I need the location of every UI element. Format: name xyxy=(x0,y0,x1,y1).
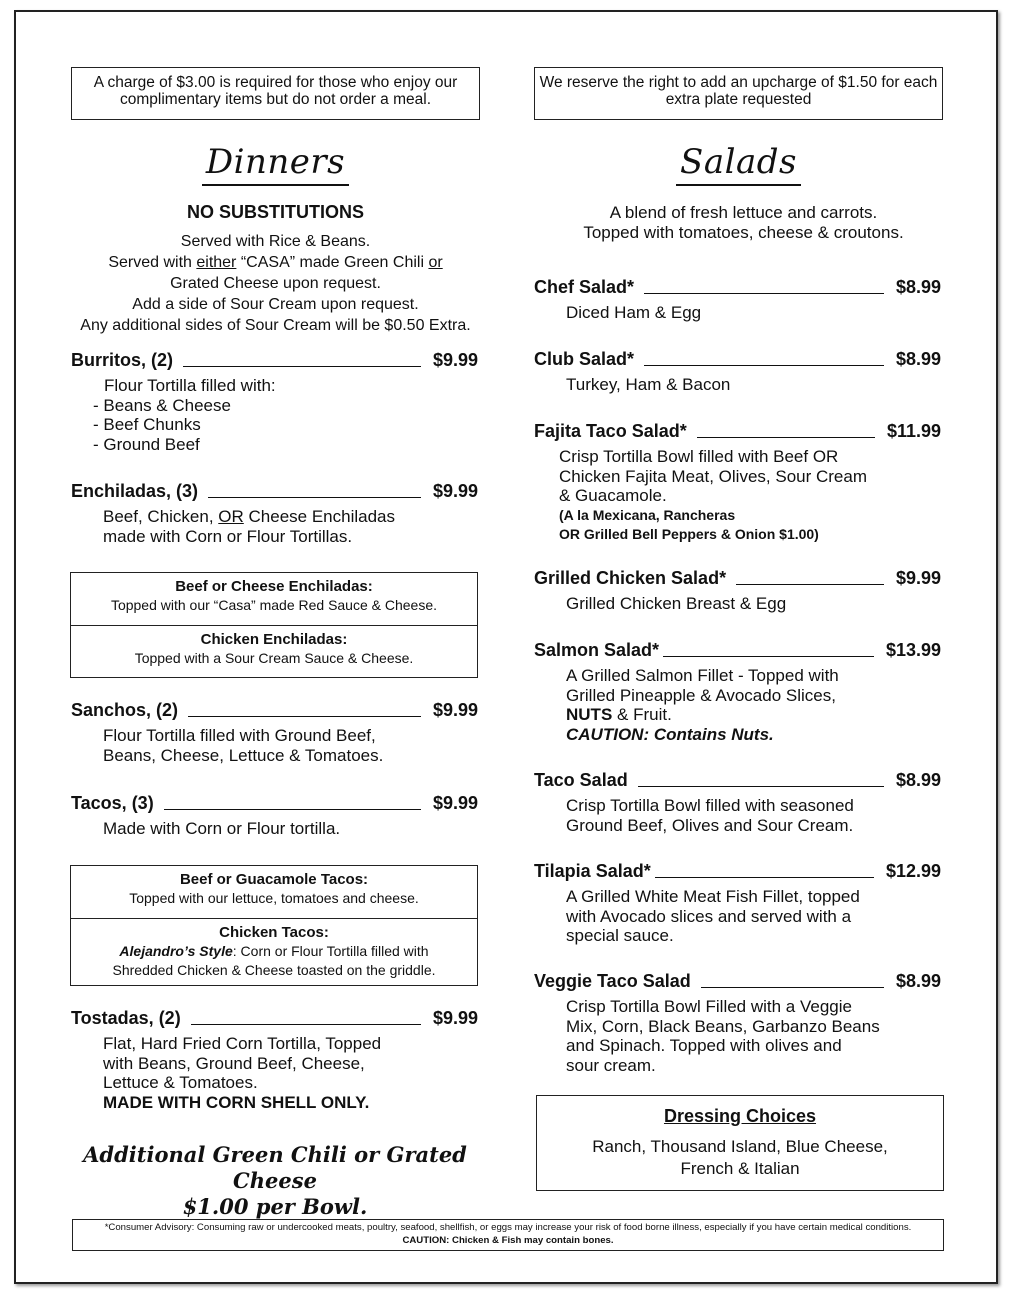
item-price: $8.99 xyxy=(895,277,941,297)
menu-item-enchiladas xyxy=(71,481,478,546)
menu-item-tilapia-salad xyxy=(534,861,941,946)
additional-line: Additional Green Chili or Grated Cheese xyxy=(83,1142,467,1193)
complimentary-charge-notice xyxy=(71,67,480,120)
style-description: Topped with our lettuce, tomatoes and cheese. xyxy=(129,890,419,906)
item-name: Taco Salad xyxy=(534,770,628,790)
intro-emphasis: or xyxy=(428,254,443,271)
dressing-choices-box xyxy=(536,1095,944,1191)
item-name: Veggie Taco Salad xyxy=(534,971,691,991)
enchilada-style xyxy=(71,625,477,672)
item-name: Salmon Salad* xyxy=(534,640,660,660)
enchilada-style xyxy=(71,573,477,625)
item-description: Crisp Tortilla Bowl filled with Beef OR xyxy=(559,447,839,466)
item-description: Mix, Corn, Black Beans, Garbanzo Beans xyxy=(566,1016,880,1036)
item-description: Grilled Chicken Breast & Egg xyxy=(566,594,787,613)
dinners-heading xyxy=(71,142,480,186)
salads-title: Salads xyxy=(676,142,801,186)
extra-plate-notice xyxy=(534,67,943,120)
menu-item-club-salad xyxy=(534,349,941,395)
item-description: with Beans, Ground Beef, Cheese, xyxy=(103,1053,365,1073)
leader-line xyxy=(644,293,884,294)
additional-sides-note xyxy=(60,1142,490,1220)
menu-item-taco-salad xyxy=(534,770,941,835)
desc-text: & Fruit. xyxy=(612,705,672,724)
item-description: special sauce. xyxy=(566,926,674,945)
item-description: Turkey, Ham & Bacon xyxy=(566,375,731,394)
item-price: $8.99 xyxy=(895,971,941,991)
item-description: sour cream. xyxy=(566,1055,656,1075)
dinners-intro-line: Any additional sides of Sour Cream will be $0.50 Extra. xyxy=(80,317,471,334)
dressing-list xyxy=(537,1136,943,1180)
salads-intro-line: A blend of fresh lettuce and carrots. xyxy=(609,203,878,222)
item-description: A Grilled Salmon Fillet - Topped with xyxy=(566,666,839,685)
menu-item-fajita-taco-salad xyxy=(534,421,941,544)
dressing-line: French & Italian xyxy=(680,1159,800,1178)
consumer-advisory: *Consumer Advisory: Consuming raw or undercooked meats, poultry, seafood, shellfish, or eggs may increase your risk of food borne illness, especially if you have certain medical conditions. xyxy=(104,1222,912,1233)
item-price: $9.99 xyxy=(432,700,478,720)
item-price: $9.99 xyxy=(432,481,478,501)
desc-text: Beef, Chicken, xyxy=(103,507,219,526)
taco-styles-box xyxy=(70,865,478,986)
item-description: Flour Tortilla filled with Ground Beef, xyxy=(103,726,376,745)
item-note: OR Grilled Bell Peppers & Onion $1.00) xyxy=(559,525,819,542)
desc-emphasis: OR xyxy=(218,507,244,526)
item-description: Flour Tortilla filled with: xyxy=(104,376,276,395)
leader-line xyxy=(208,497,421,498)
menu-item-grilled-chicken-salad xyxy=(534,568,941,614)
menu-item-tacos xyxy=(71,793,478,839)
item-description: Ground Beef, Olives and Sour Cream. xyxy=(566,815,854,835)
item-price: $11.99 xyxy=(886,421,941,441)
consumer-advisory-box xyxy=(72,1219,944,1251)
style-description xyxy=(75,942,473,961)
dinners-title: Dinners xyxy=(202,142,349,186)
intro-text: Served with xyxy=(108,254,197,271)
item-price: $8.99 xyxy=(895,770,941,790)
item-description: & Guacamole. xyxy=(559,486,667,505)
item-price: $9.99 xyxy=(432,793,478,813)
item-description xyxy=(534,705,941,725)
salads-intro-line: Topped with tomatoes, cheese & croutons. xyxy=(583,222,904,242)
leader-line xyxy=(663,656,874,657)
extra-plate-text: We reserve the right to add an upcharge of $1.50 for each extra plate requested xyxy=(539,74,938,108)
menu-item-chef-salad xyxy=(534,277,941,323)
leader-line xyxy=(701,987,884,988)
item-description: Crisp Tortilla Bowl filled with seasoned xyxy=(566,796,854,815)
item-name: Tacos, (3) xyxy=(71,793,154,813)
item-option: - Beans & Cheese xyxy=(93,395,231,415)
item-description: Made with Corn or Flour tortilla. xyxy=(103,819,341,838)
desc-text: Cheese Enchiladas xyxy=(243,507,395,526)
enchilada-styles-box xyxy=(70,572,478,678)
bones-caution: CAUTION: Chicken & Fish may contain bones. xyxy=(402,1234,614,1246)
style-title: Beef or Guacamole Tacos: xyxy=(179,871,369,888)
leader-line xyxy=(655,877,874,878)
item-description: Flat, Hard Fried Corn Tortilla, Topped xyxy=(103,1034,382,1053)
taco-style xyxy=(71,918,477,984)
item-price: $8.99 xyxy=(895,349,941,369)
item-description: Beans, Cheese, Lettuce & Tomatoes. xyxy=(103,745,384,765)
item-name: Enchiladas, (3) xyxy=(71,481,199,501)
item-option: - Ground Beef xyxy=(93,434,200,454)
item-description xyxy=(71,507,478,527)
item-name: Tostadas, (2) xyxy=(71,1008,181,1028)
item-description: with Avocado slices and served with a xyxy=(566,906,852,926)
item-note: (A la Mexicana, Rancheras xyxy=(559,506,736,523)
menu-item-sanchos xyxy=(71,700,478,765)
style-emphasis: Alejandro’s Style xyxy=(119,943,233,959)
item-name: Fajita Taco Salad* xyxy=(534,421,687,441)
taco-style xyxy=(71,866,477,918)
item-description: A Grilled White Meat Fish Fillet, topped xyxy=(566,887,860,906)
leader-line xyxy=(188,716,421,717)
item-description: Crisp Tortilla Bowl Filled with a Veggie xyxy=(566,997,852,1016)
style-text: : Corn or Flour Tortilla filled with xyxy=(232,943,429,959)
leader-line xyxy=(191,1024,421,1025)
leader-line xyxy=(638,786,884,787)
item-note: MADE WITH CORN SHELL ONLY. xyxy=(103,1092,370,1112)
leader-line xyxy=(736,584,884,585)
style-title: Beef or Cheese Enchiladas: xyxy=(175,578,373,595)
item-description: Lettuce & Tomatoes. xyxy=(103,1073,258,1092)
dinners-intro xyxy=(66,231,485,336)
item-price: $9.99 xyxy=(895,568,941,588)
item-price: $13.99 xyxy=(885,640,941,660)
dinners-intro-line: Add a side of Sour Cream upon request. xyxy=(132,296,419,313)
dinners-intro-line xyxy=(66,252,485,273)
item-description: and Spinach. Topped with olives and xyxy=(566,1036,842,1055)
menu-item-veggie-taco-salad xyxy=(534,971,941,1075)
dressing-line: Ranch, Thousand Island, Blue Cheese, xyxy=(592,1137,888,1156)
style-title: Chicken Tacos: xyxy=(219,924,329,941)
style-title: Chicken Enchiladas: xyxy=(200,631,348,648)
style-description: Shredded Chicken & Cheese toasted on the griddle. xyxy=(112,962,436,978)
dinners-intro-line: Grated Cheese upon request. xyxy=(170,275,381,292)
item-name: Tilapia Salad* xyxy=(534,861,651,881)
desc-emphasis: NUTS xyxy=(566,705,613,724)
item-description: made with Corn or Flour Tortillas. xyxy=(103,526,353,546)
item-name: Club Salad* xyxy=(534,349,635,369)
no-substitutions: NO SUBSTITUTIONS xyxy=(186,202,364,222)
item-description: Diced Ham & Egg xyxy=(566,303,702,322)
item-name: Sanchos, (2) xyxy=(71,700,179,720)
item-name: Chef Salad* xyxy=(534,277,635,297)
item-description: Grilled Pineapple & Avocado Slices, xyxy=(566,685,836,705)
menu-item-salmon-salad xyxy=(534,640,941,744)
dressing-title: Dressing Choices xyxy=(663,1106,817,1126)
item-price: $9.99 xyxy=(432,350,478,370)
leader-line xyxy=(644,365,884,366)
leader-line xyxy=(697,437,875,438)
additional-line: $1.00 per Bowl. xyxy=(182,1194,368,1219)
item-name: Grilled Chicken Salad* xyxy=(534,568,727,588)
salads-intro xyxy=(534,203,953,242)
item-warning: CAUTION: Contains Nuts. xyxy=(566,724,774,744)
leader-line xyxy=(183,366,421,367)
salads-heading xyxy=(534,142,943,186)
menu-item-tostadas xyxy=(71,1008,478,1112)
intro-emphasis: either xyxy=(196,254,237,271)
style-description: Topped with a Sour Cream Sauce & Cheese. xyxy=(134,650,414,666)
item-option: - Beef Chunks xyxy=(93,415,201,434)
complimentary-charge-text: A charge of $3.00 is required for those who enjoy our complimentary items but do not order a meal. xyxy=(93,74,458,108)
menu-item-burritos xyxy=(71,350,478,454)
style-description: Topped with our “Casa” made Red Sauce & Cheese. xyxy=(110,597,438,613)
item-price: $9.99 xyxy=(432,1008,478,1028)
dinners-intro-line: Served with Rice & Beans. xyxy=(180,233,371,250)
leader-line xyxy=(164,809,421,810)
item-name: Burritos, (2) xyxy=(71,350,174,370)
intro-text: “CASA” made Green Chili xyxy=(236,254,429,271)
item-description: Chicken Fajita Meat, Olives, Sour Cream xyxy=(559,466,867,486)
item-price: $12.99 xyxy=(885,861,941,881)
